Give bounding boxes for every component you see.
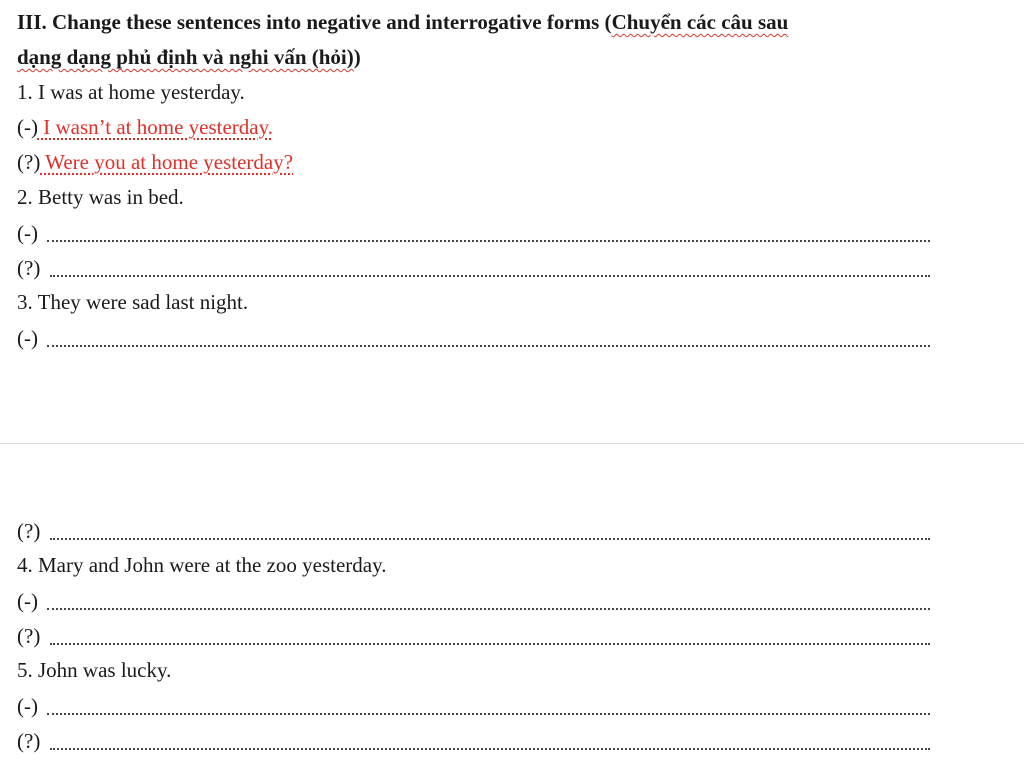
negative-answer-text: I wasn’t at home yesterday. — [37, 115, 273, 139]
sentence-4: 4. Mary and John were at the zoo yesterday. — [17, 553, 387, 577]
exercise-heading-line1 — [17, 10, 788, 34]
answer-line[interactable] — [50, 538, 930, 540]
answer-line[interactable] — [47, 713, 930, 715]
answer-line[interactable] — [47, 345, 930, 347]
negative-label: (-) — [17, 115, 38, 139]
heading-text: III. Change these sentences into negative and interrogative forms ( — [17, 10, 612, 34]
heading-vietnamese-2: dạng dạng phủ định và nghi vấn (hỏi) — [17, 45, 354, 69]
question-label: (?) — [17, 624, 41, 648]
negative-answer-1 — [17, 115, 273, 139]
answer-line[interactable] — [50, 643, 930, 645]
negative-label: (-) — [17, 694, 38, 718]
answer-line[interactable] — [47, 608, 930, 610]
negative-label: (-) — [17, 221, 38, 245]
sentence-5: 5. John was lucky. — [17, 658, 172, 682]
page-break-divider — [0, 443, 1024, 444]
heading-vietnamese-1: Chuyển các câu sau — [611, 10, 789, 34]
question-label: (?) — [17, 519, 41, 543]
question-label: (?) — [17, 729, 41, 753]
negative-label: (-) — [17, 326, 38, 350]
exercise-heading-line2 — [17, 45, 361, 69]
answer-line[interactable] — [50, 748, 930, 750]
sentence-3: 3. They were sad last night. — [17, 290, 249, 314]
sentence-1: 1. I was at home yesterday. — [17, 80, 245, 104]
heading-close-paren: ) — [353, 45, 361, 69]
negative-label: (-) — [17, 589, 38, 613]
question-label: (?) — [17, 150, 41, 174]
question-answer-text: Were you at home yesterday? — [40, 150, 294, 174]
question-answer-1 — [17, 150, 293, 174]
answer-line[interactable] — [50, 275, 930, 277]
sentence-2: 2. Betty was in bed. — [17, 185, 184, 209]
question-label: (?) — [17, 256, 41, 280]
answer-line[interactable] — [47, 240, 930, 242]
